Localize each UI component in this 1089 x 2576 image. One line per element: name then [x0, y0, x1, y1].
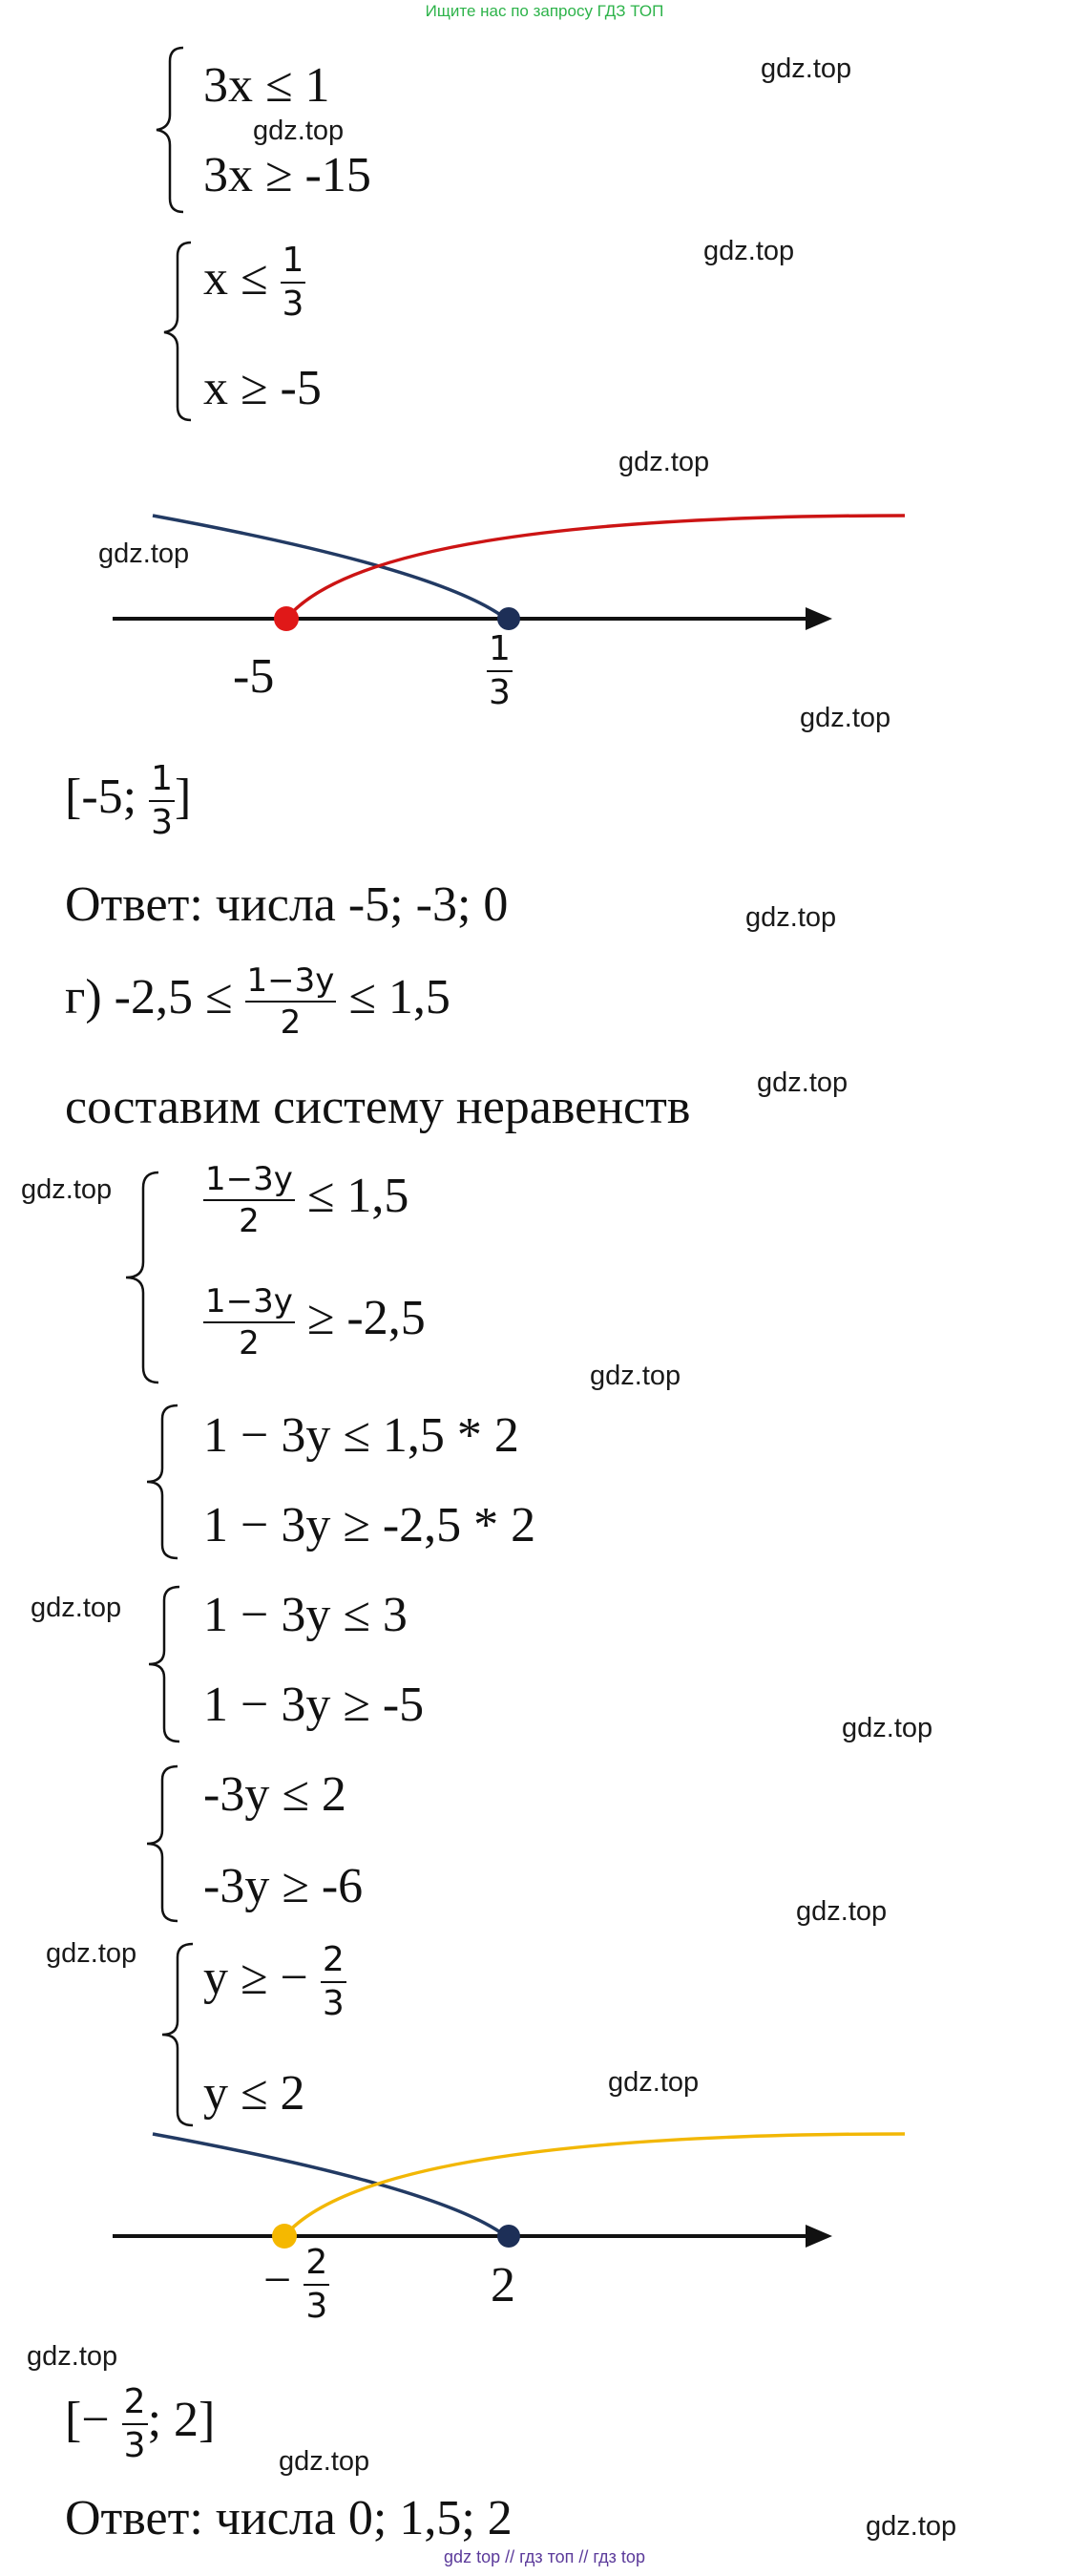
inequality-prefix: г) -2,5 ≤ — [65, 969, 233, 1024]
point-left — [274, 606, 299, 631]
point-right — [497, 2225, 520, 2248]
fraction-denominator: 3 — [489, 673, 511, 712]
fraction-numerator: 1−3y — [203, 1285, 295, 1323]
interval-answer — [65, 2382, 216, 2465]
point-label-right: 2 — [491, 2258, 515, 2312]
watermark: gdz.top — [21, 1174, 113, 1205]
instruction-text: составим систему неравенств — [65, 1080, 691, 1134]
watermark: gdz.top — [279, 2446, 370, 2477]
point-label-left: -5 — [233, 649, 275, 704]
fraction-denominator: 2 — [280, 1003, 302, 1042]
inequality-line — [203, 1940, 346, 2023]
footer-watermark: gdz top // гдз топ // гдз top — [444, 2547, 645, 2566]
interval-open: [− — [65, 2392, 110, 2447]
interval-close: ; 2] — [147, 2392, 216, 2447]
fraction — [245, 961, 337, 1042]
answer-line: Ответ: числа 0; 1,5; 2 — [65, 2491, 513, 2545]
inequality-line — [203, 243, 305, 322]
fraction-denominator: 3 — [123, 2426, 146, 2465]
watermark: gdz.top — [761, 53, 852, 84]
inequality-line: 3x ≤ 1 — [203, 58, 330, 113]
fraction-numerator: 2 — [122, 2385, 148, 2425]
fraction-numerator: 2 — [321, 1943, 346, 1983]
fraction — [321, 1940, 346, 2023]
solution-curve-left — [284, 2134, 905, 2236]
task-inequality — [65, 961, 450, 1042]
axis-arrow — [806, 607, 832, 630]
watermark: gdz.top — [46, 1938, 137, 1969]
watermark: gdz.top — [27, 2341, 118, 2372]
fraction — [122, 2382, 148, 2465]
interval-answer — [65, 759, 192, 842]
fraction — [304, 2243, 329, 2326]
watermark: gdz.top — [800, 703, 891, 733]
fraction — [281, 243, 306, 322]
inequality-line: y ≤ 2 — [203, 2066, 305, 2121]
watermark: gdz.top — [745, 902, 837, 933]
solution-curve-left — [286, 516, 905, 619]
point-right — [497, 607, 520, 630]
watermark: gdz.top — [757, 1067, 848, 1098]
inequality-line: x ≥ -5 — [203, 361, 322, 415]
watermark: gdz.top — [253, 116, 345, 146]
fraction — [487, 629, 513, 712]
system-brace — [160, 241, 199, 422]
watermark: gdz.top — [31, 1593, 122, 1623]
system-brace — [122, 1171, 164, 1384]
system-brace — [145, 1585, 185, 1743]
fraction-denominator: 2 — [239, 1324, 260, 1362]
watermark: gdz.top — [608, 2067, 700, 2098]
inequality-suffix: ≤ 1,5 — [306, 1168, 409, 1223]
fraction — [149, 759, 175, 842]
fraction-denominator: 3 — [322, 1984, 345, 2023]
fraction-numerator: 2 — [304, 2246, 329, 2286]
watermark: gdz.top — [842, 1713, 933, 1743]
point-label-right — [487, 629, 513, 712]
fraction-denominator: 3 — [305, 2287, 328, 2326]
fraction-denominator: 3 — [282, 285, 304, 324]
axis-arrow — [806, 2225, 832, 2248]
fraction-denominator: 2 — [239, 1202, 260, 1240]
system-brace — [143, 1404, 183, 1560]
fraction-numerator: 1 — [149, 762, 175, 802]
number-line-diagram — [0, 2110, 1089, 2253]
inequality-line: 1 − 3y ≤ 1,5 * 2 — [203, 1408, 519, 1463]
answer-line: Ответ: числа -5; -3; 0 — [65, 877, 509, 932]
interval-close: ] — [175, 769, 192, 824]
inequality-line: 1 − 3y ≥ -5 — [203, 1678, 425, 1732]
system-brace — [143, 1764, 183, 1923]
minus-sign: − — [263, 2252, 292, 2308]
inequality-line: 1 − 3y ≤ 3 — [203, 1588, 408, 1642]
inequality-prefix: x ≤ — [203, 250, 268, 306]
watermark: gdz.top — [796, 1896, 888, 1927]
fraction-numerator: 1 — [281, 243, 306, 284]
watermark: gdz.top — [866, 2511, 957, 2542]
fraction-numerator: 1−3y — [245, 964, 337, 1003]
point-label-left — [263, 2243, 329, 2326]
inequality-line: 1 − 3y ≥ -2,5 * 2 — [203, 1498, 536, 1552]
solution-curve-right — [153, 2134, 506, 2236]
fraction — [203, 1282, 295, 1362]
fraction — [203, 1160, 295, 1240]
number-line-diagram — [0, 496, 1089, 640]
inequality-prefix: y ≥ − — [203, 1950, 308, 2005]
inequality-line — [203, 1282, 426, 1362]
fraction-denominator: 3 — [151, 803, 173, 842]
site-search-hint: Ищите нас по запросу ГДЗ ТОП — [425, 2, 664, 20]
inequality-line — [203, 1160, 409, 1240]
solution-curve-right — [153, 516, 506, 619]
system-brace — [153, 46, 191, 213]
interval-open: [-5; — [65, 769, 137, 824]
system-brace — [158, 1942, 199, 2127]
inequality-line: 3x ≥ -15 — [203, 148, 371, 202]
watermark: gdz.top — [618, 447, 710, 477]
watermark: gdz.top — [590, 1361, 681, 1391]
watermark: gdz.top — [98, 538, 190, 569]
inequality-line: -3y ≤ 2 — [203, 1767, 346, 1822]
inequality-suffix: ≤ 1,5 — [348, 969, 450, 1024]
fraction-numerator: 1−3y — [203, 1163, 295, 1201]
watermark: gdz.top — [703, 236, 795, 266]
inequality-suffix: ≥ -2,5 — [306, 1290, 426, 1345]
fraction-numerator: 1 — [487, 632, 513, 672]
inequality-line: -3y ≥ -6 — [203, 1859, 364, 1913]
